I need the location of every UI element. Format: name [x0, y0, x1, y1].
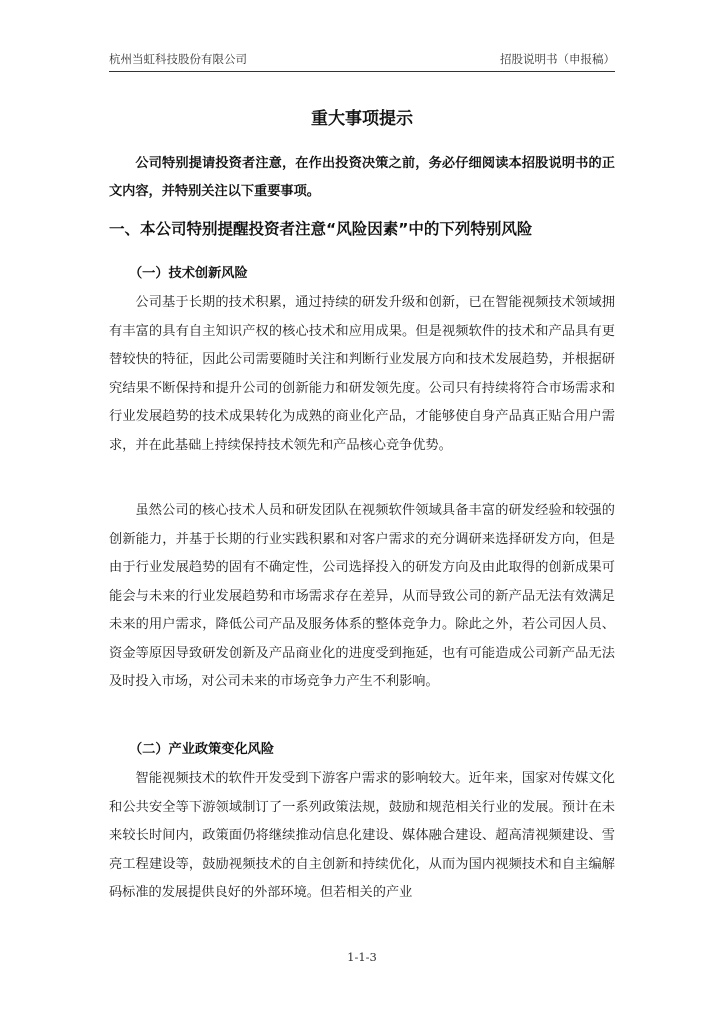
page-number: 1-1-3 [347, 950, 377, 964]
subsection-heading-tech-innovation: （一）技术创新风险 [129, 266, 248, 281]
section-heading-special-risks: 一、本公司特别提醒投资者注意“风险因素”中的下列特别风险 [109, 220, 533, 238]
paragraph-tech-innovation-1: 公司基于长期的技术积累，通过持续的研发升级和创新，已在智能视频技术领域拥有丰富的具有自主知识产权的核心技术和应用成果。但是视频软件的技术和产品具有更替较快的特征，因此公司需要随时关注和判断行业发展方向和技术发展趋势，并根据研究结果不断保持和提升公司的创新能力和研发领先度。公司只有持续将符合市场需求和行业发展趋势的技术成果转化为成熟的商业化产品，才能够使自身产品真正贴合用户需求，并在此基础上持续保持技术领先和产品核心竞争优势。 [109, 295, 615, 453]
page-title: 重大事项提示 [311, 109, 413, 129]
subsection-heading-policy-change: （二）产业政策变化风险 [129, 742, 275, 757]
header-document-type: 招股说明书（申报稿） [500, 52, 615, 66]
intro-paragraph: 公司特别提请投资者注意，在作出投资决策之前，务必仔细阅读本招股说明书的正文内容，并特别关注以下重要事项。 [109, 156, 615, 199]
header-company-name: 杭州当虹科技股份有限公司 [109, 52, 247, 66]
paragraph-tech-innovation-2: 虽然公司的核心技术人员和研发团队在视频软件领域具备丰富的研发经验和较强的创新能力，并基于长期的行业实践积累和对客户需求的充分调研来选择研发方向，但是由于行业发展趋势的固有不确定性，公司选择投入的研发方向及由此取得的创新成果可能会与未来的行业发展趋势和市场需求存在差异，从而导致公司的新产品无法有效满足未来的用户需求，降低公司产品及服务体系的整体竞争力。除此之外，若公司因人员、资金等原因导致研发创新及产品商业化的进度受到拖延，也有可能造成公司新产品无法及时投入市场，对公司未来的市场竞争力产生不利影响。 [109, 503, 615, 689]
paragraph-policy-change-1: 智能视频技术的软件开发受到下游客户需求的影响较大。近年来，国家对传媒文化和公共安全等下游领域制订了一系列政策法规，鼓励和规范相关行业的发展。预计在未来较长时间内，政策面仍将继续推动信息化建设、媒体融合建设、超高清视频建设、雪亮工程建设等，鼓励视频技术的自主创新和持续优化，从而为国内视频技术和自主编解码标准的发展提供良好的外部环境。但若相关的产业 [109, 771, 615, 900]
page-header [109, 49, 615, 72]
